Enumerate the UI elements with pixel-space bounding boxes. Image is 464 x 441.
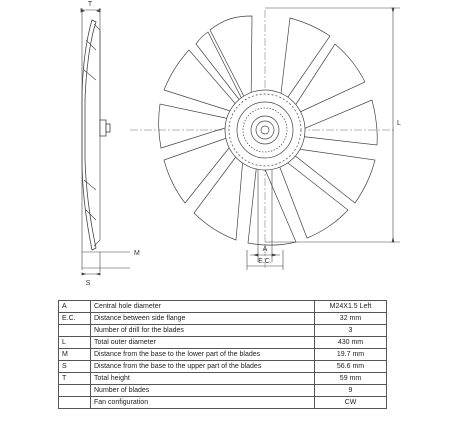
spec-code: A [59, 301, 91, 313]
spec-table [58, 300, 387, 409]
label-s: S [85, 280, 91, 287]
spec-code: M [59, 349, 91, 361]
table-row [59, 301, 387, 313]
spec-value: 3 [315, 325, 387, 337]
spec-value: 19.7 mm [315, 349, 387, 361]
spec-description: Central hole diameter [91, 301, 315, 313]
spec-value: CW [315, 397, 387, 409]
label-a: A [262, 246, 268, 253]
table-row [59, 337, 387, 349]
spec-code [59, 325, 91, 337]
side-view [81, 8, 130, 275]
table-row [59, 313, 387, 325]
table-row [59, 385, 387, 397]
table-row [59, 361, 387, 373]
spec-code: S [59, 361, 91, 373]
spec-code: L [59, 337, 91, 349]
spec-code: E.C. [59, 313, 91, 325]
spec-description: Distance from the base to the upper part of the blades [91, 361, 315, 373]
spec-value: 430 mm [315, 337, 387, 349]
spec-description: Distance between side flange [91, 313, 315, 325]
spec-code [59, 385, 91, 397]
table-row [59, 325, 387, 337]
spec-description: Total outer diameter [91, 337, 315, 349]
spec-code: T [59, 373, 91, 385]
spec-description: Total height [91, 373, 315, 385]
label-ec: E.C. [258, 258, 272, 265]
spec-description: Distance from the base to the lower part of the blades [91, 349, 315, 361]
table-row [59, 349, 387, 361]
front-view [130, 8, 400, 270]
spec-value: 9 [315, 385, 387, 397]
label-t: T [87, 1, 93, 8]
label-l: L [397, 120, 401, 127]
spec-value: 59 mm [315, 373, 387, 385]
label-m: M [134, 250, 140, 257]
spec-value: 32 mm [315, 313, 387, 325]
spec-value: 56.6 mm [315, 361, 387, 373]
spec-value: M24X1.5 Left [315, 301, 387, 313]
table-row [59, 373, 387, 385]
spec-description: Number of blades [91, 385, 315, 397]
spec-code [59, 397, 91, 409]
spec-description: Fan configuration [91, 397, 315, 409]
table-row [59, 397, 387, 409]
spec-description: Number of drill for the blades [91, 325, 315, 337]
